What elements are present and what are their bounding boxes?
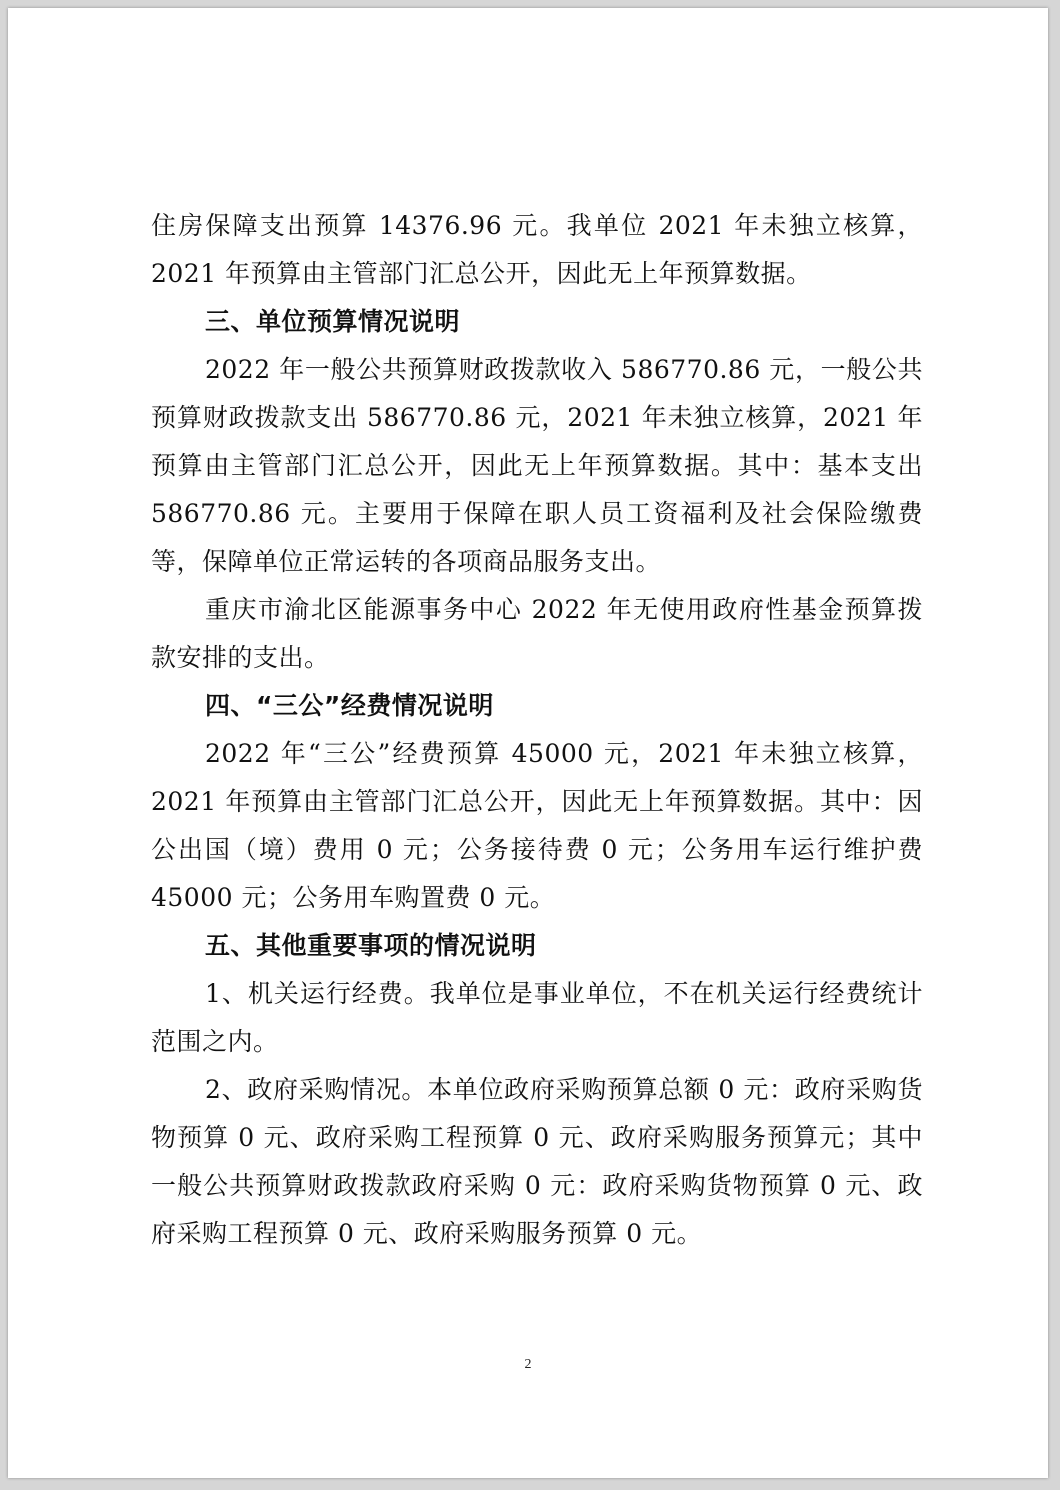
paragraph-government-fund: 重庆市渝北区能源事务中心 2022 年无使用政府性基金预算拨款安排的支出。 (151, 595, 923, 672)
heading-other-matters: 五、其他重要事项的情况说明 (205, 931, 537, 960)
document-page (8, 8, 1048, 1478)
paragraph-procurement: 2、政府采购情况。本单位政府采购预算总额 0 元：政府采购货物预算 0 元、政府采购工程预算 0 元、政府采购服务预算元；其中一般公共预算财政拨款政府采购 0 元：政府采购货物预算 0 元、政府采购工程预算 0 元、政府采购服务预算 0 元。 (151, 1075, 923, 1248)
page-number: 2 (524, 1357, 532, 1372)
paragraph-three-public-expenses: 2022 年“三公”经费预算 45000 元，2021 年未独立核算，2021 年预算由主管部门汇总公开，因此无上年预算数据。其中：因公出国（境）费用 0 元；公务接待费 0 元；公务用车运行维护费 45000 元；公务用车购置费 0 元。 (151, 739, 923, 912)
document-body (151, 202, 923, 1258)
paragraph-housing-budget: 住房保障支出预算 14376.96 元。我单位 2021 年未独立核算，2021 年预算由主管部门汇总公开，因此无上年预算数据。 (151, 211, 923, 288)
paragraph-general-budget: 2022 年一般公共预算财政拨款收入 586770.86 元，一般公共预算财政拨款支出 586770.86 元，2021 年未独立核算，2021 年预算由主管部门汇总公开，因此无上年预算数据。其中：基本支出 586770.86 元。主要用于保障在职人员工资福利及社会保险缴费等，保障单位正常运转的各项商品服务支出。 (151, 355, 923, 576)
paragraph-operating-expenses: 1、机关运行经费。我单位是事业单位，不在机关运行经费统计范围之内。 (151, 979, 923, 1056)
heading-unit-budget: 三、单位预算情况说明 (205, 307, 461, 336)
heading-three-public-expenses: 四、“三公”经费情况说明 (205, 691, 494, 720)
